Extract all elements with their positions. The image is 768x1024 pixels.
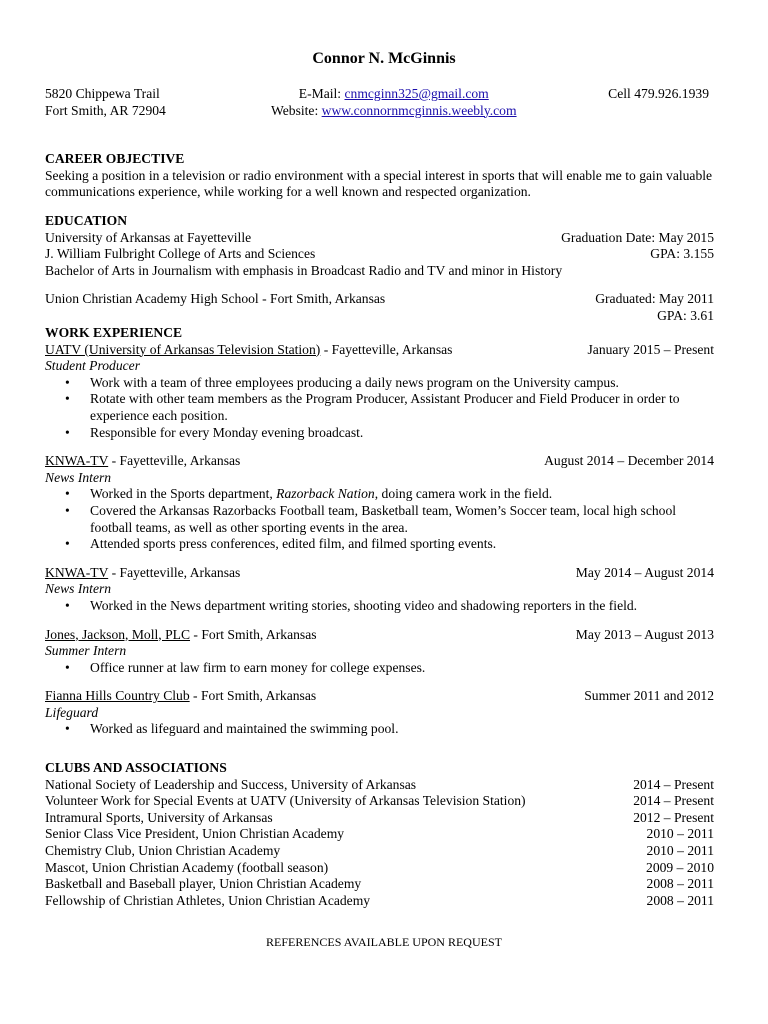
job-org-line <box>45 565 240 582</box>
website-line <box>271 103 517 120</box>
job-entry <box>45 565 714 615</box>
club-dates: 2010 – 2011 <box>646 842 714 858</box>
job-header <box>45 453 714 470</box>
club-row <box>45 876 714 893</box>
duty-text: , doing camera work in the field. <box>374 486 553 502</box>
job-organization: UATV (University of Arkansas Television Station) <box>45 341 321 357</box>
job-org-line <box>45 342 452 359</box>
education-heading: EDUCATION <box>45 213 128 228</box>
online-contact-block <box>271 86 517 119</box>
job-dates: Summer 2011 and 2012 <box>584 688 714 704</box>
clubs-heading: CLUBS AND ASSOCIATIONS <box>45 760 227 775</box>
gpa: GPA: 3.61 <box>657 307 714 323</box>
career-objective-text: Seeking a position in a television or radio environment with a special interest in sports that will enable me to gain valuable communications experience, while working for a well known and respected organization. <box>45 167 713 200</box>
address-line-2: Fort Smith, AR 72904 <box>45 102 166 118</box>
work-experience-heading: WORK EXPERIENCE <box>45 325 183 340</box>
job-duty-item: • Rotate with other team members as the Program Producer, Assistant Producer and Field Producer in order to experience each position. <box>45 391 714 424</box>
club-dates: 2014 – Present <box>633 776 714 792</box>
job-duties <box>45 598 714 615</box>
job-duty-item: • Worked as lifeguard and maintained the swimming pool. <box>45 721 714 738</box>
job-dates: January 2015 – Present <box>587 341 714 357</box>
job-role: Summer Intern <box>45 643 127 659</box>
job-organization: KNWA-TV <box>45 564 109 580</box>
email-label: E-Mail: <box>298 86 345 101</box>
job-dates: May 2014 – August 2014 <box>575 564 714 580</box>
club-row <box>45 860 714 877</box>
club-name: Intramural Sports, University of Arkansas <box>45 809 273 825</box>
job-organization: KNWA-TV <box>45 453 109 469</box>
job-org-line <box>45 627 317 644</box>
club-name: Senior Class Vice President, Union Christian Academy <box>45 826 345 842</box>
job-duties <box>45 375 714 441</box>
job-location: - Fort Smith, Arkansas <box>190 626 317 642</box>
job-entry <box>45 627 714 677</box>
club-row <box>45 777 714 794</box>
club-row <box>45 793 714 810</box>
job-location: - Fayetteville, Arkansas <box>320 341 453 357</box>
school-name: University of Arkansas at Fayetteville <box>45 229 252 245</box>
education-section <box>45 213 714 325</box>
job-entry <box>45 688 714 738</box>
graduation-date: Graduated: May 2011 <box>595 291 714 307</box>
career-objective-heading: CAREER OBJECTIVE <box>45 151 185 166</box>
clubs-section <box>45 760 714 909</box>
club-name: Fellowship of Christian Athletes, Union Christian Academy <box>45 892 371 908</box>
show-title: Razorback Nation <box>276 486 375 502</box>
cell-phone: Cell 479.926.1939 <box>608 86 709 101</box>
job-role: Student Producer <box>45 358 141 374</box>
club-dates: 2012 – Present <box>633 809 714 825</box>
job-header <box>45 342 714 359</box>
job-dates: August 2014 – December 2014 <box>544 453 714 469</box>
email-link[interactable]: cnmcginn325@gmail.com <box>344 86 489 101</box>
job-role: Lifeguard <box>45 704 99 720</box>
club-name: Chemistry Club, Union Christian Academy <box>45 842 281 858</box>
job-organization: Jones, Jackson, Moll, PLC <box>45 626 191 642</box>
club-row <box>45 843 714 860</box>
club-name: Volunteer Work for Special Events at UATV (University of Arkansas Television Station) <box>45 793 526 809</box>
email-line <box>271 86 517 103</box>
club-dates: 2010 – 2011 <box>646 826 714 842</box>
address-block <box>45 86 166 119</box>
education-row <box>45 230 714 247</box>
school-name: Union Christian Academy High School - Fort Smith, Arkansas <box>45 291 386 307</box>
graduation-date: Graduation Date: May 2015 <box>561 229 714 245</box>
education-row <box>45 246 714 263</box>
job-duty-item: • Responsible for every Monday evening broadcast. <box>45 425 714 442</box>
job-header <box>45 688 714 705</box>
job-entry <box>45 453 714 553</box>
job-duties <box>45 721 714 738</box>
job-duty-item <box>45 486 714 503</box>
club-dates: 2014 – Present <box>633 793 714 809</box>
club-name: National Society of Leadership and Success, University of Arkansas <box>45 776 417 792</box>
club-dates: 2008 – 2011 <box>646 876 714 892</box>
website-link[interactable]: www.connornmcginnis.weebly.com <box>321 102 517 118</box>
club-dates: 2008 – 2011 <box>646 892 714 908</box>
job-dates: May 2013 – August 2013 <box>575 626 714 642</box>
job-duties <box>45 660 714 677</box>
job-duties <box>45 486 714 552</box>
references-note: REFERENCES AVAILABLE UPON REQUEST <box>266 935 502 949</box>
career-objective-section <box>45 151 714 201</box>
education-row <box>45 291 714 308</box>
work-experience-section <box>45 325 714 750</box>
website-label: Website: <box>271 102 322 118</box>
job-duty-item: • Attended sports press conferences, edited film, and filmed sporting events. <box>45 536 714 553</box>
job-role: News Intern <box>45 469 112 485</box>
club-row <box>45 826 714 843</box>
job-location: - Fort Smith, Arkansas <box>189 688 317 704</box>
gpa: GPA: 3.155 <box>650 246 714 262</box>
club-row <box>45 810 714 827</box>
job-entry <box>45 342 714 442</box>
job-header <box>45 565 714 582</box>
job-org-line <box>45 453 240 470</box>
club-dates: 2009 – 2010 <box>646 859 714 875</box>
degree: Bachelor of Arts in Journalism with emphasis in Broadcast Radio and TV and minor in History <box>45 262 563 278</box>
job-org-line <box>45 688 316 705</box>
address-line-1: 5820 Chippewa Trail <box>45 86 160 101</box>
job-organization: Fianna Hills Country Club <box>45 688 190 704</box>
job-role: News Intern <box>45 581 112 597</box>
job-duty-item: • Work with a team of three employees producing a daily news program on the University campus. <box>45 375 714 392</box>
club-name: Mascot, Union Christian Academy (football season) <box>45 859 329 875</box>
job-location: - Fayetteville, Arkansas <box>108 564 241 580</box>
duty-text: Worked in the Sports department, <box>90 486 277 502</box>
job-duty-item: • Worked in the News department writing stories, shooting video and shadowing reporters in the field. <box>45 598 714 615</box>
job-duty-item: • Covered the Arkansas Razorbacks Football team, Basketball team, Women’s Soccer team, local high school football teams, as well as other sporting events in the area. <box>45 503 714 536</box>
club-name: Basketball and Baseball player, Union Christian Academy <box>45 876 362 892</box>
clubs-list <box>45 777 714 910</box>
club-row <box>45 893 714 910</box>
job-header <box>45 627 714 644</box>
job-duty-item: • Office runner at law firm to earn money for college expenses. <box>45 660 714 677</box>
resume-name: Connor N. McGinnis <box>312 50 456 67</box>
contact-block <box>45 86 714 120</box>
college-name: J. William Fulbright College of Arts and Sciences <box>45 246 316 262</box>
job-location: - Fayetteville, Arkansas <box>108 453 241 469</box>
